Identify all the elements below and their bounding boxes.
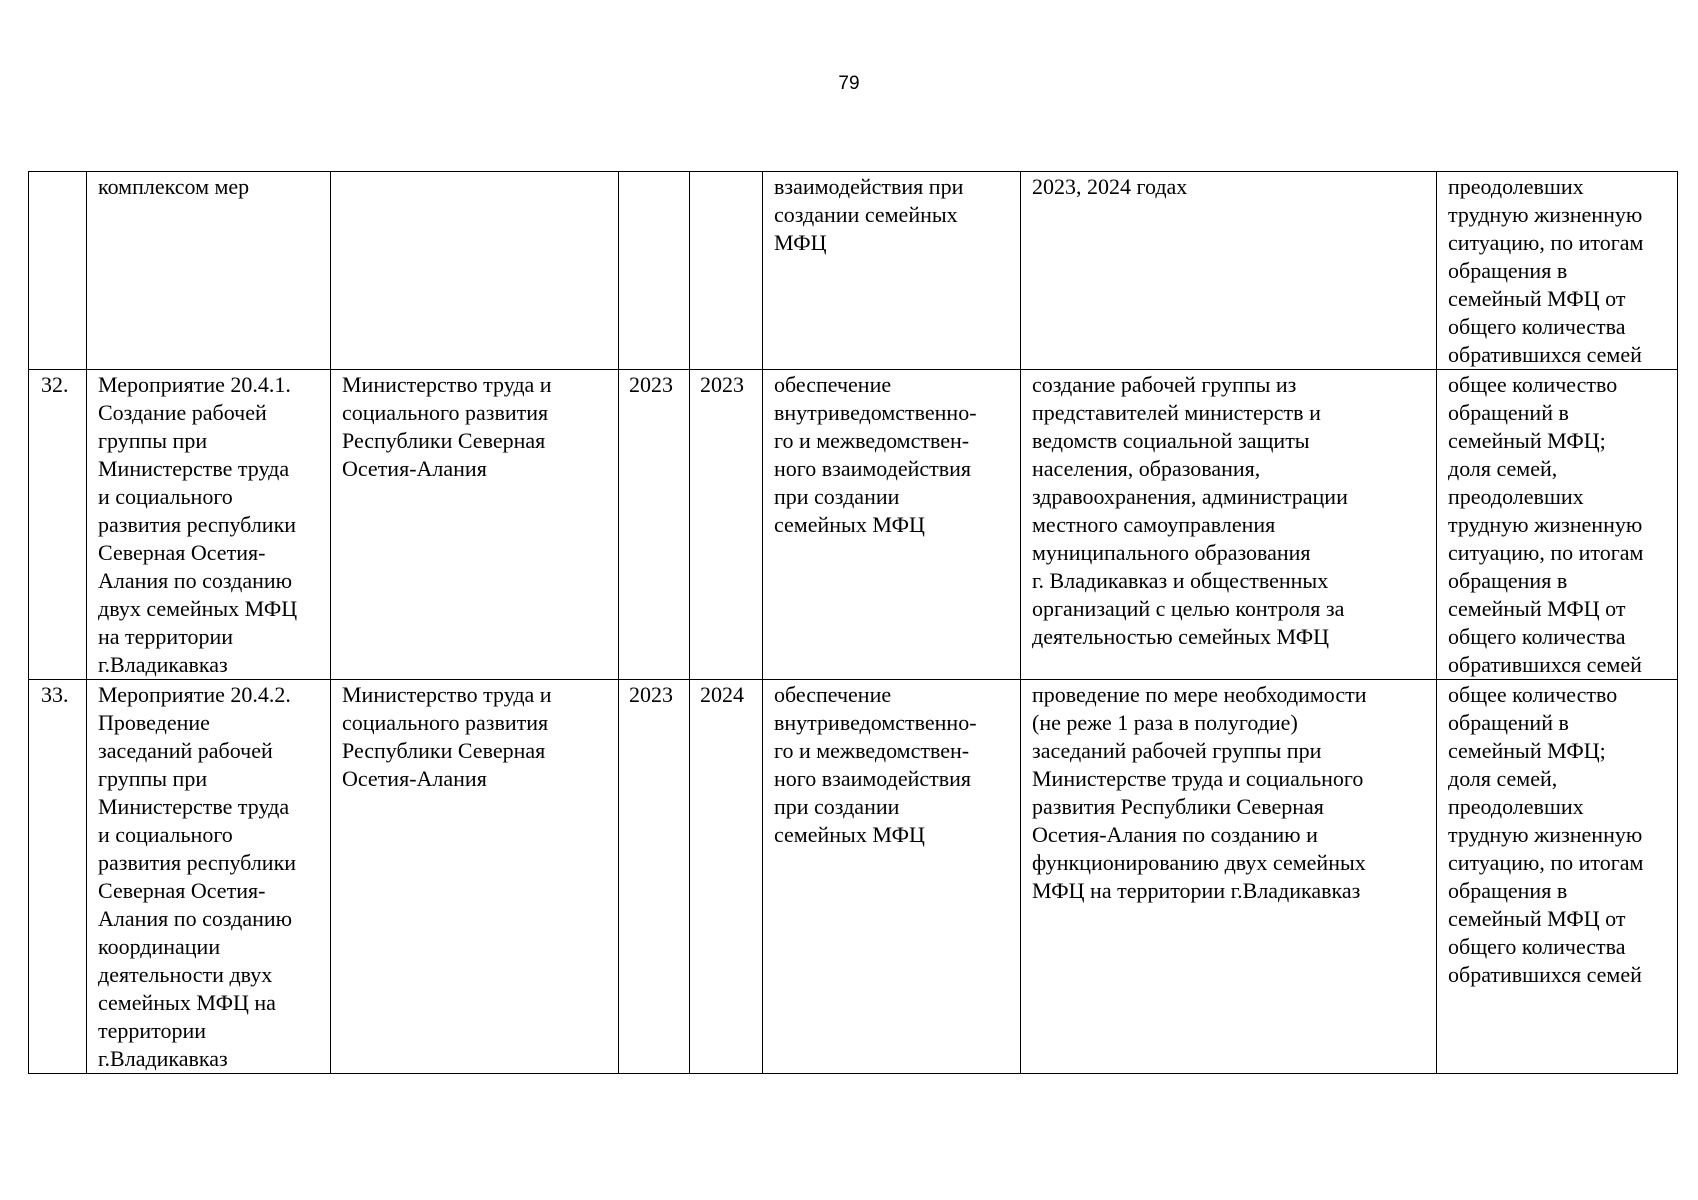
executor-cell: Министерство труда и социального развития Республики Северная Осетия-Алания: [331, 370, 619, 680]
purpose-cell: обеспечение внутриведомственно- го и межведомствен- ного взаимодействия при создании семейных МФЦ: [763, 370, 1021, 680]
row-number: 33.: [29, 680, 87, 1074]
end-year-cell: 2024: [690, 680, 763, 1074]
end-year-cell: 2023: [690, 370, 763, 680]
result-cell: проведение по мере необходимости (не реже 1 раза в полугодие) заседаний рабочей группы при Министерстве труда и социального развития Республики Северная Осетия-Алания по созданию и функционированию двух семейных МФЦ на территории г.Владикавказ: [1021, 680, 1437, 1074]
event-cell: комплексом мер: [87, 172, 331, 370]
indicator-cell: преодолевших трудную жизненную ситуацию, по итогам обращения в семейный МФЦ от общего количества обратившихся семей: [1437, 172, 1678, 370]
end-year-cell: [690, 172, 763, 370]
event-cell: Мероприятие 20.4.1. Создание рабочей группы при Министерстве труда и социального развития республики Северная Осетия- Алания по созданию двух семейных МФЦ на территории г.Владикавказ: [87, 370, 331, 680]
row-number: 32.: [29, 370, 87, 680]
indicator-cell: общее количество обращений в семейный МФЦ; доля семей, преодолевших трудную жизненную ситуацию, по итогам обращения в семейный МФЦ от общего количества обратившихся семей: [1437, 370, 1678, 680]
indicator-cell: общее количество обращений в семейный МФЦ; доля семей, преодолевших трудную жизненную ситуацию, по итогам обращения в семейный МФЦ от общего количества обратившихся семей: [1437, 680, 1678, 1074]
page-number: 79: [838, 73, 860, 94]
purpose-cell: обеспечение внутриведомственно- го и межведомствен- ного взаимодействия при создании семейных МФЦ: [763, 680, 1021, 1074]
measures-table: [28, 171, 1678, 1074]
start-year-cell: 2023: [619, 680, 690, 1074]
table-row: [29, 172, 1678, 370]
start-year-cell: [619, 172, 690, 370]
result-cell: создание рабочей группы из представителей министерств и ведомств социальной защиты населения, образования, здравоохранения, администрации местного самоуправления муниципального образования г. Владикавказ и общественных организаций с целью контроля за деятельностью семейных МФЦ: [1021, 370, 1437, 680]
executor-cell: [331, 172, 619, 370]
event-cell: Мероприятие 20.4.2. Проведение заседаний рабочей группы при Министерстве труда и социального развития республики Северная Осетия- Алания по созданию координации деятельности двух семейных МФЦ на территории г.Владикавказ: [87, 680, 331, 1074]
purpose-cell: взаимодействия при создании семейных МФЦ: [763, 172, 1021, 370]
table-row: [29, 370, 1678, 680]
result-cell: 2023, 2024 годах: [1021, 172, 1437, 370]
start-year-cell: 2023: [619, 370, 690, 680]
executor-cell: Министерство труда и социального развития Республики Северная Осетия-Алания: [331, 680, 619, 1074]
row-number: [29, 172, 87, 370]
table-row: [29, 680, 1678, 1074]
